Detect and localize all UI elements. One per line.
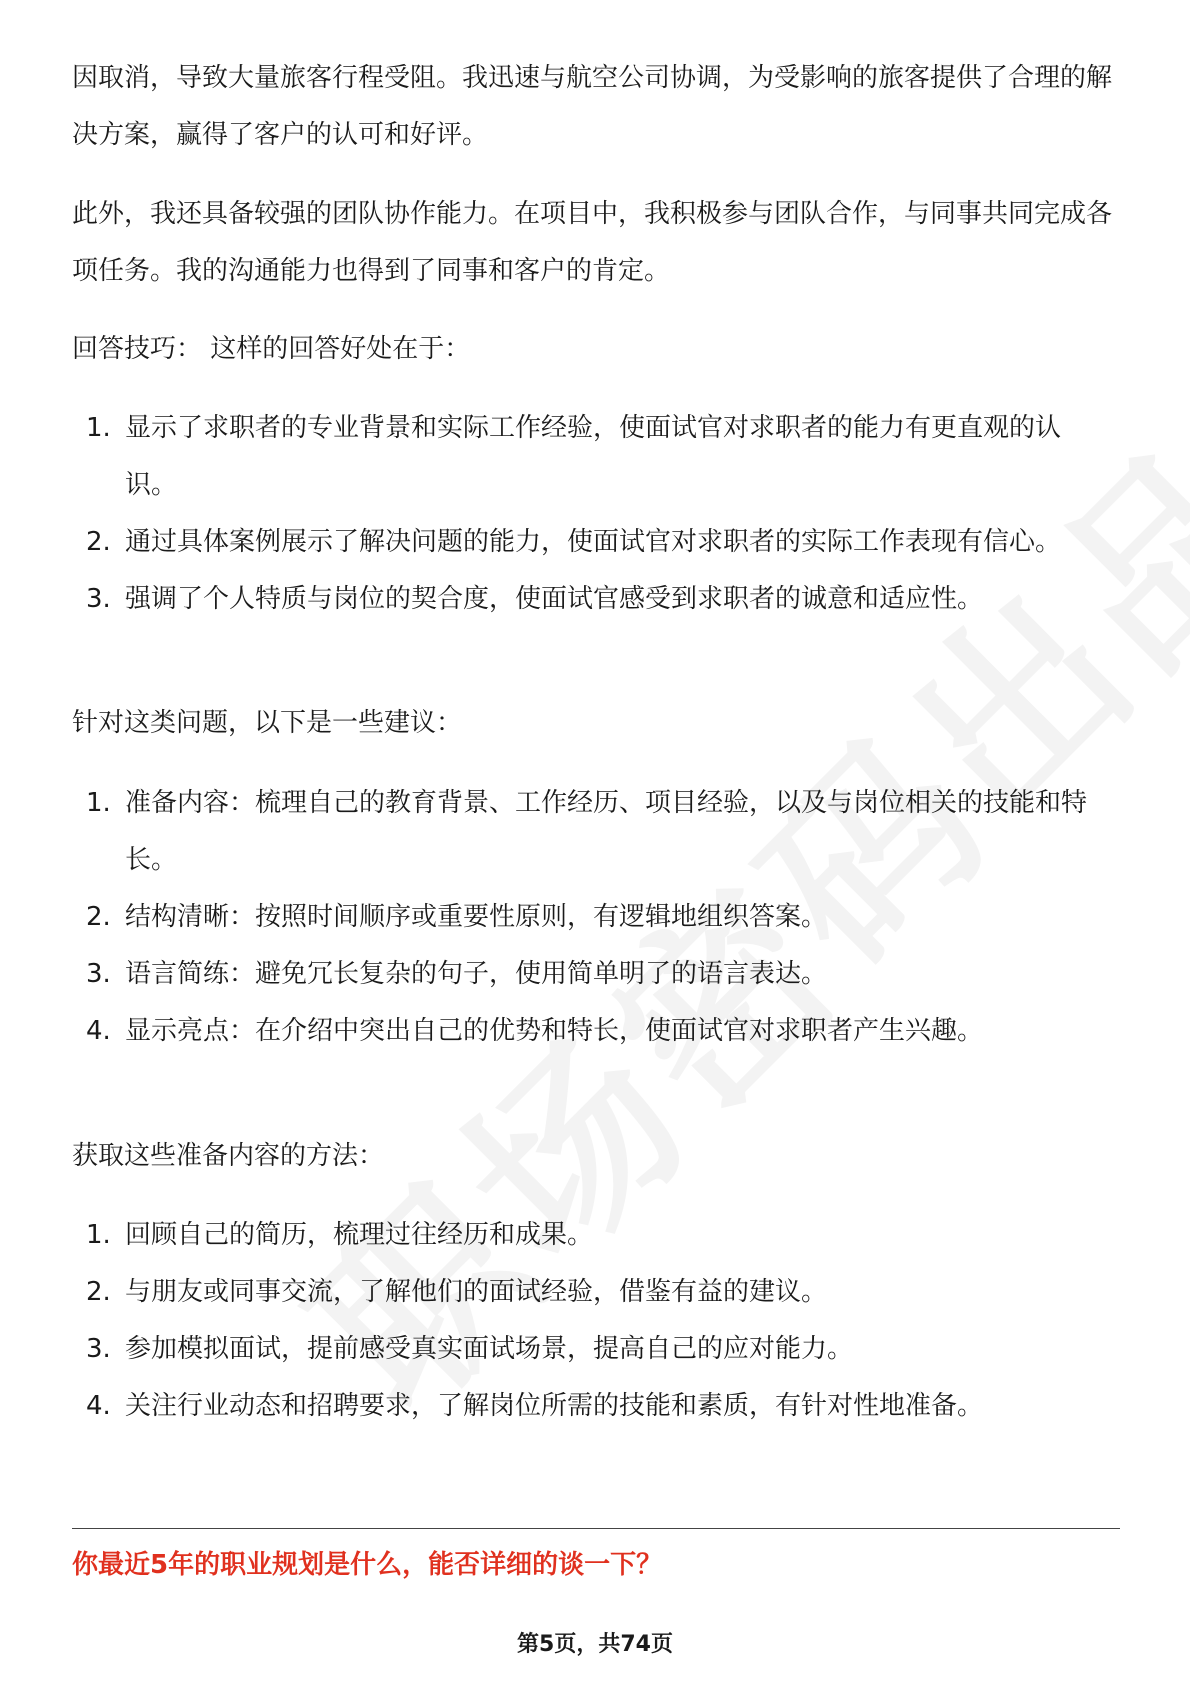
list-text: 回顾自己的简历，梳理过往经历和成果。 (125, 1220, 594, 1250)
list-text: 关注行业动态和招聘要求，了解岗位所需的技能和素质，有针对性地准备。 (125, 1391, 984, 1421)
list-item (72, 946, 1112, 1003)
list-number: 3. (86, 959, 111, 989)
list-number: 4. (86, 1391, 111, 1421)
intro-paragraph-2: 此外，我还具备较强的团队协作能力。在项目中，我积极参与团队合作，与同事共同完成各项任务。我的沟通能力也得到了同事和客户的肯定。 (72, 199, 1113, 286)
list-text: 通过具体案例展示了解决问题的能力，使面试官对求职者的实际工作表现有信心。 (125, 527, 1062, 557)
list-text: 与朋友或同事交流，了解他们的面试经验，借鉴有益的建议。 (125, 1277, 828, 1307)
next-question-heading: 你最近5年的职业规划是什么，能否详细的谈一下？ (72, 1550, 663, 1580)
list-item (72, 889, 1112, 946)
list-text: 显示了求职者的专业背景和实际工作经验，使面试官对求职者的能力有更直观的认识。 (125, 413, 1062, 500)
suggestions-list (72, 775, 1112, 1060)
list-item (72, 1003, 1112, 1060)
tips-heading: 回答技巧： 这样的回答好处在于： (72, 334, 471, 364)
methods-list (72, 1207, 1112, 1435)
list-text: 强调了个人特质与岗位的契合度，使面试官感受到求职者的诚意和适应性。 (125, 584, 984, 614)
list-item (72, 1207, 1112, 1264)
list-number: 3. (86, 1334, 111, 1364)
list-item (72, 400, 1112, 514)
intro-paragraph-1: 因取消，导致大量旅客行程受阻。我迅速与航空公司协调，为受影响的旅客提供了合理的解决方案，赢得了客户的认可和好评。 (72, 63, 1113, 150)
page-number: 第5页，共74页 (517, 1632, 673, 1657)
list-item (72, 1378, 1112, 1435)
methods-heading: 获取这些准备内容的方法： (72, 1141, 385, 1171)
list-text: 准备内容：梳理自己的教育背景、工作经历、项目经验，以及与岗位相关的技能和特长。 (125, 788, 1088, 875)
list-number: 1. (86, 1220, 111, 1250)
list-number: 2. (86, 527, 111, 557)
list-number: 1. (86, 788, 111, 818)
list-number: 2. (86, 1277, 111, 1307)
list-number: 4. (86, 1016, 111, 1046)
section-divider (72, 1528, 1120, 1529)
list-text: 结构清晰：按照时间顺序或重要性原则，有逻辑地组织答案。 (125, 902, 828, 932)
list-item (72, 571, 1112, 628)
list-text: 语言简练：避免冗长复杂的句子，使用简单明了的语言表达。 (125, 959, 828, 989)
list-item (72, 775, 1112, 889)
suggestions-heading: 针对这类问题，以下是一些建议： (72, 708, 463, 738)
tips-list (72, 400, 1112, 628)
list-item (72, 1321, 1112, 1378)
list-item (72, 514, 1112, 571)
list-number: 2. (86, 902, 111, 932)
list-item (72, 1264, 1112, 1321)
list-text: 参加模拟面试，提前感受真实面试场景，提高自己的应对能力。 (125, 1334, 854, 1364)
list-text: 显示亮点：在介绍中突出自己的优势和特长，使面试官对求职者产生兴趣。 (125, 1016, 984, 1046)
list-number: 3. (86, 584, 111, 614)
list-number: 1. (86, 413, 111, 443)
